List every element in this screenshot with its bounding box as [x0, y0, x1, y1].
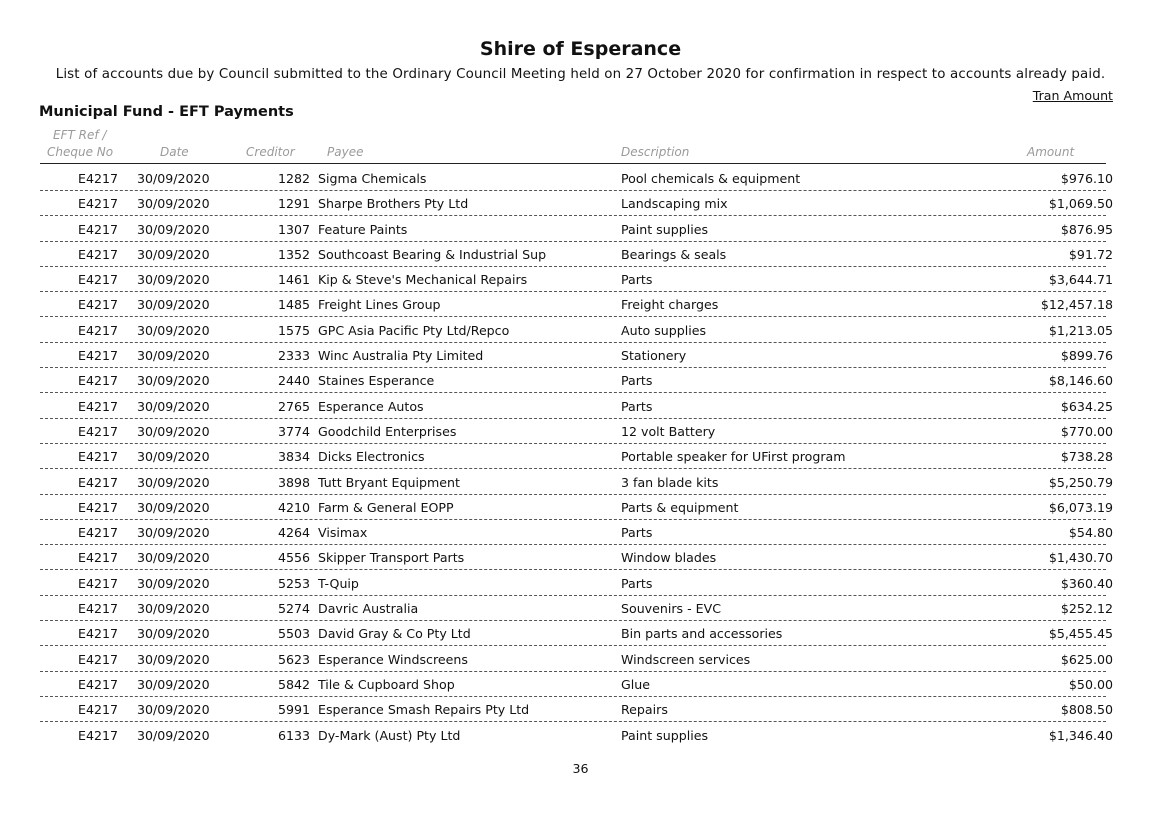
row-date: 30/09/2020 [137, 676, 210, 692]
row-date: 30/09/2020 [137, 601, 210, 617]
row-amount: $1,069.50 [1048, 196, 1113, 212]
column-header-amount: Amount [1027, 145, 1075, 159]
row-creditor: 4210 [277, 499, 310, 515]
row-payee: Skipper Transport Parts [318, 550, 465, 566]
row-payee: Farm & General EOPP [318, 499, 454, 515]
row-amount: $360.40 [1060, 575, 1113, 591]
row-payee: Sigma Chemicals [318, 171, 427, 186]
row-description: Bin parts and accessories [621, 626, 783, 642]
column-header-date: Date [160, 145, 189, 159]
table-row [0, 418, 1161, 443]
row-amount: $1,346.40 [1048, 727, 1113, 743]
row-payee: Dicks Electronics [318, 449, 425, 465]
tran-amount-label: Tran Amount [1032, 88, 1113, 103]
row-amount: $6,073.19 [1048, 499, 1113, 515]
row-creditor: 3834 [277, 449, 310, 465]
table-row [0, 266, 1161, 291]
row-creditor: 5503 [277, 626, 310, 642]
row-description: Glue [621, 676, 650, 692]
row-amount: $1,430.70 [1048, 550, 1113, 566]
row-ref: E4217 [77, 398, 118, 414]
row-ref: E4217 [77, 727, 118, 743]
row-amount: $899.76 [1060, 348, 1113, 364]
row-date: 30/09/2020 [137, 398, 210, 414]
row-amount: $12,457.18 [1040, 297, 1113, 313]
row-creditor: 1291 [277, 196, 310, 212]
row-date: 30/09/2020 [137, 727, 210, 743]
column-header-ref-line2: Cheque No [47, 145, 114, 159]
row-description: Landscaping mix [621, 196, 728, 212]
row-date: 30/09/2020 [137, 297, 210, 313]
row-creditor: 5274 [277, 601, 310, 617]
row-amount: $976.10 [1060, 171, 1113, 186]
row-payee: Visimax [318, 525, 368, 541]
row-creditor: 1307 [277, 221, 310, 237]
row-payee: Davric Australia [318, 601, 419, 617]
row-date: 30/09/2020 [137, 272, 210, 288]
row-payee: Esperance Autos [318, 398, 424, 414]
table-row [0, 620, 1161, 645]
row-date: 30/09/2020 [137, 575, 210, 591]
row-ref: E4217 [77, 348, 118, 364]
row-amount: $770.00 [1060, 423, 1113, 439]
row-description: Paint supplies [621, 221, 709, 237]
row-amount: $876.95 [1060, 221, 1113, 237]
row-creditor: 4556 [277, 550, 310, 566]
table-row [0, 494, 1161, 519]
row-date: 30/09/2020 [137, 474, 210, 490]
row-date: 30/09/2020 [137, 702, 210, 718]
table-row [0, 165, 1161, 190]
row-creditor: 5623 [277, 651, 310, 667]
row-description: Parts [621, 272, 653, 288]
row-amount: $252.12 [1060, 601, 1113, 617]
row-description: Paint supplies [621, 727, 709, 743]
row-ref: E4217 [77, 246, 118, 262]
row-payee: Winc Australia Pty Limited [318, 348, 484, 364]
table-row [0, 443, 1161, 468]
row-date: 30/09/2020 [137, 171, 210, 186]
row-creditor: 1352 [277, 246, 310, 262]
row-amount: $5,250.79 [1048, 474, 1113, 490]
row-creditor: 6133 [277, 727, 310, 743]
table-row [0, 646, 1161, 671]
row-amount: $634.25 [1060, 398, 1113, 414]
row-payee: Tile & Cupboard Shop [318, 676, 455, 692]
table-row [0, 190, 1161, 215]
row-creditor: 1461 [277, 272, 310, 288]
row-amount: $1,213.05 [1048, 322, 1113, 338]
row-creditor: 2333 [277, 348, 310, 364]
row-amount: $54.80 [1068, 525, 1113, 541]
row-ref: E4217 [77, 423, 118, 439]
row-date: 30/09/2020 [137, 322, 210, 338]
row-description: 12 volt Battery [621, 423, 716, 439]
row-ref: E4217 [77, 221, 118, 237]
row-payee: GPC Asia Pacific Pty Ltd/Repco [318, 322, 510, 338]
section-title: Municipal Fund - EFT Payments [39, 104, 294, 120]
row-payee: T-Quip [318, 575, 359, 591]
row-creditor: 1485 [277, 297, 310, 313]
row-date: 30/09/2020 [137, 499, 210, 515]
table-row [0, 722, 1161, 747]
row-ref: E4217 [77, 702, 118, 718]
row-ref: E4217 [77, 297, 118, 313]
row-payee: Freight Lines Group [318, 297, 441, 313]
row-payee: Tutt Bryant Equipment [318, 474, 460, 490]
row-description: Parts [621, 575, 653, 591]
table-row [0, 241, 1161, 266]
row-amount: $808.50 [1060, 702, 1113, 718]
row-payee: Southcoast Bearing & Industrial Sup [318, 246, 547, 262]
row-creditor: 5842 [277, 676, 310, 692]
page-number: 36 [572, 761, 589, 776]
row-ref: E4217 [77, 575, 118, 591]
row-description: 3 fan blade kits [621, 474, 719, 490]
row-ref: E4217 [77, 373, 118, 389]
row-payee: Staines Esperance [318, 373, 435, 389]
row-ref: E4217 [77, 474, 118, 490]
row-creditor: 2440 [277, 373, 310, 389]
row-creditor: 5253 [277, 575, 310, 591]
row-payee: Sharpe Brothers Pty Ltd [318, 196, 469, 212]
payments-table-body [0, 165, 1161, 747]
row-creditor: 3774 [277, 423, 310, 439]
row-ref: E4217 [77, 449, 118, 465]
row-date: 30/09/2020 [137, 423, 210, 439]
row-creditor: 1575 [277, 322, 310, 338]
row-description: Windscreen services [621, 651, 751, 667]
table-row [0, 291, 1161, 316]
row-amount: $5,455.45 [1048, 626, 1113, 642]
row-payee: Goodchild Enterprises [318, 423, 457, 439]
row-ref: E4217 [77, 171, 118, 186]
row-creditor: 1282 [277, 171, 310, 186]
row-description: Window blades [621, 550, 717, 566]
row-ref: E4217 [77, 550, 118, 566]
table-row [0, 544, 1161, 569]
row-description: Parts [621, 398, 653, 414]
row-creditor: 3898 [277, 474, 310, 490]
row-description: Repairs [621, 702, 668, 718]
row-date: 30/09/2020 [137, 525, 210, 541]
row-payee: Dy-Mark (Aust) Pty Ltd [318, 727, 461, 743]
row-payee: Kip & Steve's Mechanical Repairs [318, 272, 528, 288]
row-amount: $738.28 [1060, 449, 1113, 465]
page-title: Shire of Esperance [479, 38, 682, 60]
row-description: Souvenirs - EVC [621, 601, 722, 617]
row-date: 30/09/2020 [137, 348, 210, 364]
row-ref: E4217 [77, 676, 118, 692]
row-creditor: 2765 [277, 398, 310, 414]
row-ref: E4217 [77, 626, 118, 642]
row-date: 30/09/2020 [137, 550, 210, 566]
table-row [0, 342, 1161, 367]
row-amount: $3,644.71 [1048, 272, 1113, 288]
row-description: Pool chemicals & equipment [621, 171, 801, 186]
row-payee: Esperance Windscreens [318, 651, 468, 667]
header-divider [40, 163, 1106, 164]
row-amount: $91.72 [1068, 246, 1113, 262]
table-row [0, 317, 1161, 342]
row-date: 30/09/2020 [137, 651, 210, 667]
row-ref: E4217 [77, 499, 118, 515]
row-ref: E4217 [77, 601, 118, 617]
column-header-description: Description [621, 145, 690, 159]
row-payee: Feature Paints [318, 221, 408, 237]
column-header-creditor: Creditor [246, 145, 295, 159]
row-description: Auto supplies [621, 322, 707, 338]
table-row [0, 570, 1161, 595]
table-row [0, 367, 1161, 392]
table-row [0, 696, 1161, 721]
row-creditor: 4264 [277, 525, 310, 541]
table-row [0, 393, 1161, 418]
row-description: Parts [621, 373, 653, 389]
table-row [0, 595, 1161, 620]
table-row [0, 671, 1161, 696]
row-date: 30/09/2020 [137, 626, 210, 642]
row-payee: Esperance Smash Repairs Pty Ltd [318, 702, 530, 718]
row-creditor: 5991 [277, 702, 310, 718]
row-description: Parts & equipment [621, 499, 739, 515]
row-ref: E4217 [77, 651, 118, 667]
row-date: 30/09/2020 [137, 373, 210, 389]
row-date: 30/09/2020 [137, 246, 210, 262]
row-description: Freight charges [621, 297, 719, 313]
row-amount: $625.00 [1060, 651, 1113, 667]
row-description: Parts [621, 525, 653, 541]
row-description: Portable speaker for UFirst program [621, 449, 846, 465]
row-ref: E4217 [77, 272, 118, 288]
row-amount: $8,146.60 [1048, 373, 1113, 389]
row-date: 30/09/2020 [137, 221, 210, 237]
row-payee: David Gray & Co Pty Ltd [318, 626, 471, 642]
row-description: Bearings & seals [621, 246, 727, 262]
row-ref: E4217 [77, 525, 118, 541]
table-row [0, 469, 1161, 494]
row-ref: E4217 [77, 196, 118, 212]
row-date: 30/09/2020 [137, 196, 210, 212]
column-header-payee: Payee [327, 145, 364, 159]
row-description: Stationery [621, 348, 687, 364]
page-subtitle: List of accounts due by Council submitted to the Ordinary Council Meeting held on 27 October 2020 for confirmation in respect to accounts already paid. [55, 67, 1106, 82]
row-ref: E4217 [77, 322, 118, 338]
table-row [0, 519, 1161, 544]
row-date: 30/09/2020 [137, 449, 210, 465]
table-row [0, 216, 1161, 241]
column-header-ref-line1: EFT Ref / [53, 128, 107, 142]
row-amount: $50.00 [1068, 676, 1113, 692]
